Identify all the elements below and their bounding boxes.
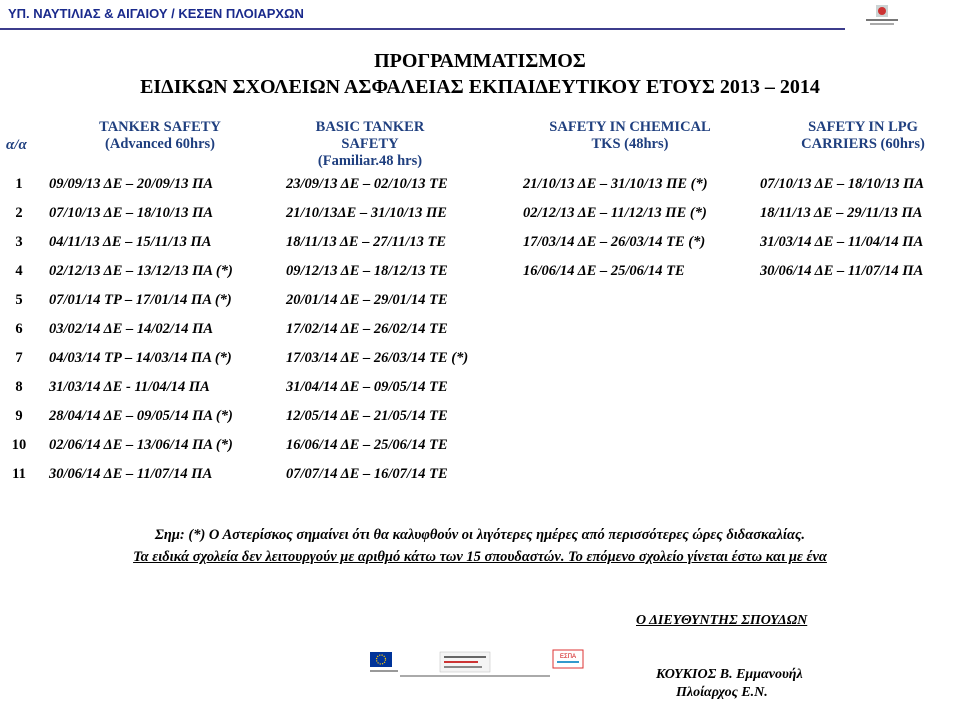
table-row	[0, 205, 960, 227]
table-row	[0, 466, 960, 488]
cell-tanker-safety: 02/12/13 ΔΕ – 13/12/13 ΠΑ (*)	[49, 263, 233, 279]
cell-chemical: 17/03/14 ΔΕ – 26/03/14 ΤΕ (*)	[523, 234, 706, 250]
cell-tanker-safety: 04/11/13 ΔΕ – 15/11/13 ΠΑ	[49, 234, 212, 250]
cell-chemical: 21/10/13 ΔΕ – 31/10/13 ΠΕ (*)	[523, 176, 708, 192]
cell-lpg: 30/06/14 ΔΕ – 11/07/14 ΠΑ	[760, 263, 924, 279]
cell-basic-tanker: 12/05/14 ΔΕ – 21/05/14 ΤΕ	[286, 408, 448, 424]
cell-lpg: 07/10/13 ΔΕ – 18/10/13 ΠΑ	[760, 176, 925, 192]
row-number: 11	[12, 466, 26, 482]
table-row	[0, 379, 960, 401]
note-minimum-students	[0, 549, 960, 566]
cell-tanker-safety: 30/06/14 ΔΕ – 11/07/14 ΠΑ	[49, 466, 213, 482]
signature-name: ΚΟΥΚΙΟΣ Β. Εμμανουήλ	[656, 667, 803, 682]
header-divider	[0, 28, 845, 30]
cell-tanker-safety: 04/03/14 ΤΡ – 14/03/14 ΠΑ (*)	[49, 350, 232, 366]
column-header-lpg	[778, 119, 948, 153]
signature-title: Ο ΔΙΕΥΘΥΝΤΗΣ ΣΠΟΥΔΩΝ	[636, 613, 808, 628]
column-header-line: SAFETY	[341, 136, 399, 152]
cell-basic-tanker: 23/09/13 ΔΕ – 02/10/13 ΤΕ	[286, 176, 448, 192]
row-number: 3	[15, 234, 23, 250]
table-row	[0, 176, 960, 198]
table-row	[0, 437, 960, 459]
column-header-index: α/α	[6, 137, 27, 153]
cell-basic-tanker: 09/12/13 ΔΕ – 18/12/13 ΤΕ	[286, 263, 448, 279]
column-header-line: TANKER SAFETY	[99, 119, 221, 135]
column-header-line: CARRIERS (60hrs)	[801, 136, 925, 152]
note-asterisk: Σημ: (*) Ο Αστερίσκος σημαίνει ότι θα καλυφθούν οι λιγότερες ημέρες από περισσότερες ώρες διδασκαλίας.	[154, 527, 806, 543]
row-number: 7	[15, 350, 23, 366]
note-text: Τα ειδικά σχολεία δεν λειτουργούν με αριθμό κάτω των 15 σπουδαστών. Το επόμενο σχολείο γίνεται έστω και με ένα	[133, 549, 827, 565]
column-header-line: BASIC TANKER	[315, 119, 425, 135]
column-header-basic-tanker	[285, 119, 455, 170]
cell-basic-tanker: 21/10/13ΔΕ – 31/10/13 ΠΕ	[286, 205, 447, 221]
column-header-tanker-safety	[70, 119, 250, 153]
document-title-line1: ΠΡΟΓΡΑΜΜΑΤΙΣΜΟΣ	[374, 50, 586, 72]
table-row	[0, 350, 960, 372]
document-title-line2: ΕΙΔΙΚΩΝ ΣΧΟΛΕΙΩΝ ΑΣΦΑΛΕΙΑΣ ΕΚΠΑΙΔΕΥΤΙΚΟΥ ΕΤΟΥΣ 2013 – 2014	[140, 76, 820, 98]
cell-tanker-safety: 31/03/14 ΔΕ - 11/04/14 ΠΑ	[49, 379, 210, 395]
row-number: 4	[15, 263, 23, 279]
cell-basic-tanker: 17/02/14 ΔΕ – 26/02/14 ΤΕ	[286, 321, 448, 337]
row-number: 2	[15, 205, 23, 221]
cell-basic-tanker: 20/01/14 ΔΕ – 29/01/14 ΤΕ	[286, 292, 448, 308]
organization-emblem-icon	[862, 2, 902, 32]
cell-chemical: 16/06/14 ΔΕ – 25/06/14 ΤΕ	[523, 263, 685, 279]
table-row	[0, 321, 960, 343]
cell-tanker-safety: 28/04/14 ΔΕ – 09/05/14 ΠΑ (*)	[49, 408, 233, 424]
cell-tanker-safety: 03/02/14 ΔΕ – 14/02/14 ΠΑ	[49, 321, 214, 337]
column-header-line: (Advanced 60hrs)	[105, 136, 215, 152]
svg-text:ΕΣΠΑ: ΕΣΠΑ	[559, 654, 577, 660]
operational-programme-icon	[400, 652, 550, 677]
table-row	[0, 263, 960, 285]
cell-tanker-safety: 02/06/14 ΔΕ – 13/06/14 ΠΑ (*)	[49, 437, 233, 453]
cell-chemical: 02/12/13 ΔΕ – 11/12/13 ΠΕ (*)	[523, 205, 707, 221]
cell-basic-tanker: 07/07/14 ΔΕ – 16/07/14 ΤΕ	[286, 466, 448, 482]
cell-basic-tanker: 18/11/13 ΔΕ – 27/11/13 ΤΕ	[286, 234, 447, 250]
ministry-header: ΥΠ. ΝΑΥΤΙΛΙΑΣ & ΑΙΓΑΙΟΥ / ΚΕΣΕΝ ΠΛΟΙΑΡΧΩΝ	[8, 6, 304, 21]
row-number: 9	[15, 408, 23, 424]
column-header-line: SAFETY IN LPG	[808, 119, 918, 135]
cell-lpg: 18/11/13 ΔΕ – 29/11/13 ΠΑ	[760, 205, 923, 221]
cell-basic-tanker: 17/03/14 ΔΕ – 26/03/14 ΤΕ (*)	[286, 350, 469, 366]
column-header-chemical	[510, 119, 750, 153]
table-row	[0, 234, 960, 256]
cell-tanker-safety: 09/09/13 ΔΕ – 20/09/13 ΠΑ	[49, 176, 214, 192]
row-number: 10	[11, 437, 27, 453]
signature-rank: Πλοίαρχος Ε.Ν.	[676, 685, 768, 700]
column-header-line: SAFETY IN CHEMICAL	[549, 119, 711, 135]
column-header-line: (Familiar.48 hrs)	[317, 153, 423, 169]
cell-basic-tanker: 31/04/14 ΔΕ – 09/05/14 ΤΕ	[286, 379, 448, 395]
table-row	[0, 292, 960, 314]
cell-tanker-safety: 07/10/13 ΔΕ – 18/10/13 ΠΑ	[49, 205, 214, 221]
row-number: 1	[15, 176, 23, 192]
espa-logo-icon	[551, 648, 586, 670]
column-header-line: TKS (48hrs)	[591, 136, 669, 152]
cell-tanker-safety: 07/01/14 ΤΡ – 17/01/14 ΠΑ (*)	[49, 292, 232, 308]
cell-basic-tanker: 16/06/14 ΔΕ – 25/06/14 ΤΕ	[286, 437, 448, 453]
row-number: 8	[15, 379, 23, 395]
row-number: 6	[15, 321, 23, 337]
eu-flag-icon	[370, 652, 398, 672]
cell-lpg: 31/03/14 ΔΕ – 11/04/14 ΠΑ	[760, 234, 924, 250]
table-row	[0, 408, 960, 430]
row-number: 5	[15, 292, 23, 308]
